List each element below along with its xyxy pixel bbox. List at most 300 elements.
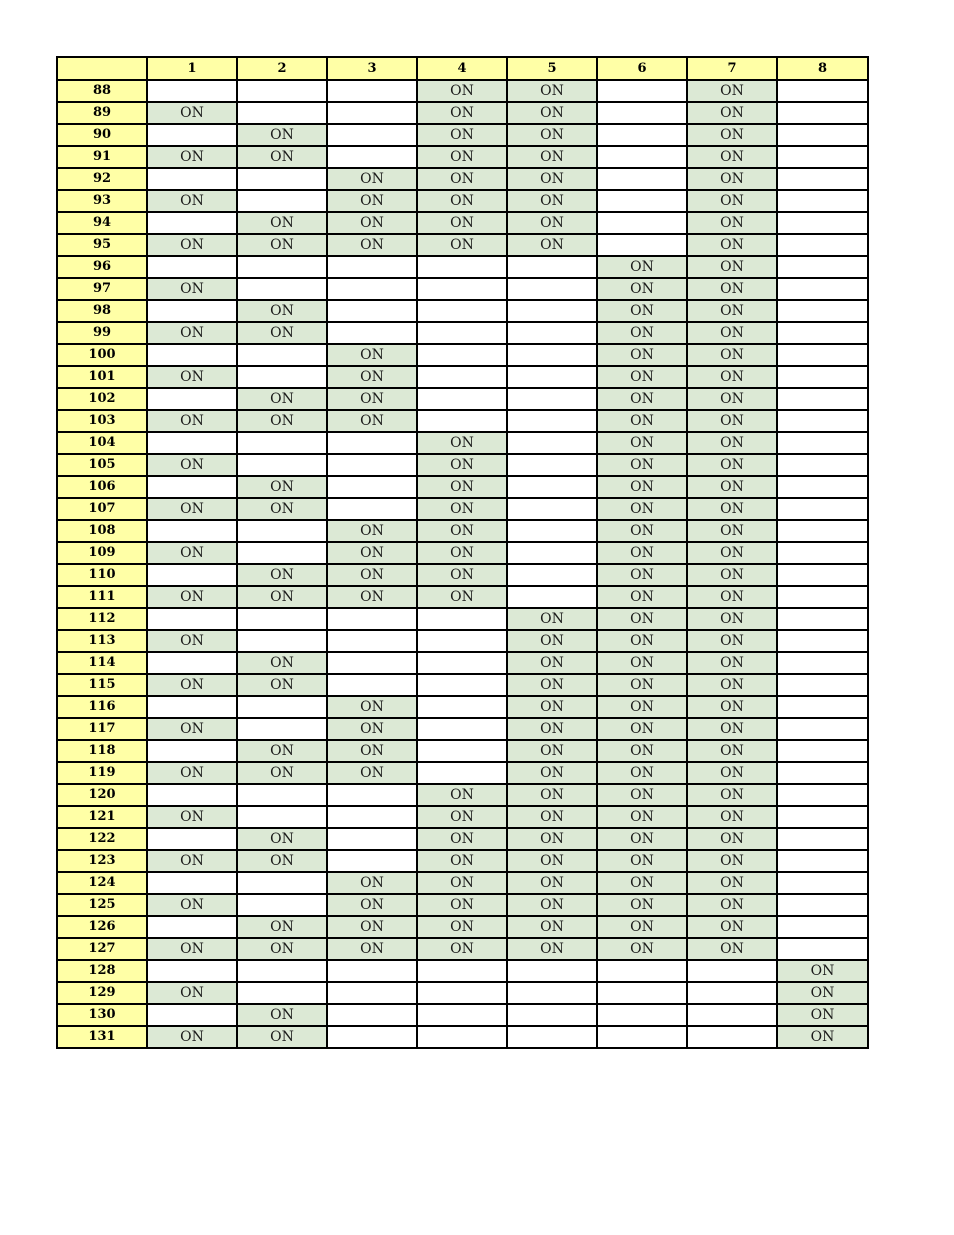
- switch-cell: ON: [237, 410, 327, 432]
- row-header: 94: [57, 212, 147, 234]
- table-row: [57, 542, 868, 564]
- switch-cell: ON: [507, 168, 597, 190]
- switch-cell: [777, 696, 868, 718]
- switch-cell: [507, 520, 597, 542]
- table-row: [57, 124, 868, 146]
- switch-cell: ON: [327, 564, 417, 586]
- switch-cell: ON: [687, 696, 777, 718]
- table-row: [57, 872, 868, 894]
- switch-cell: ON: [777, 982, 868, 1004]
- switch-cell: ON: [237, 652, 327, 674]
- switch-cell: ON: [507, 916, 597, 938]
- switch-cell: ON: [507, 762, 597, 784]
- switch-cell: ON: [417, 168, 507, 190]
- table-row: [57, 916, 868, 938]
- switch-cell: [597, 982, 687, 1004]
- switch-cell: [507, 366, 597, 388]
- switch-cell: ON: [687, 630, 777, 652]
- switch-cell: [597, 212, 687, 234]
- row-header: 120: [57, 784, 147, 806]
- switch-cell: ON: [147, 982, 237, 1004]
- switch-cell: ON: [417, 586, 507, 608]
- row-header: 126: [57, 916, 147, 938]
- table-row: [57, 234, 868, 256]
- switch-cell: [777, 212, 868, 234]
- table-row: [57, 476, 868, 498]
- switch-cell: ON: [147, 718, 237, 740]
- switch-cell: [777, 806, 868, 828]
- switch-cell: [597, 1004, 687, 1026]
- row-header: 102: [57, 388, 147, 410]
- switch-cell: ON: [507, 784, 597, 806]
- switch-cell: ON: [597, 586, 687, 608]
- switch-cell: ON: [597, 740, 687, 762]
- switch-cell: [327, 432, 417, 454]
- switch-cell: ON: [327, 740, 417, 762]
- table-row: [57, 960, 868, 982]
- switch-cell: ON: [327, 718, 417, 740]
- switch-cell: [417, 652, 507, 674]
- table-row: [57, 630, 868, 652]
- switch-cell: [237, 102, 327, 124]
- switch-cell: ON: [237, 322, 327, 344]
- switch-cell: [417, 322, 507, 344]
- switch-cell: [147, 344, 237, 366]
- switch-cell: [327, 476, 417, 498]
- switch-cell: ON: [147, 234, 237, 256]
- switch-cell: ON: [687, 520, 777, 542]
- switch-cell: [327, 960, 417, 982]
- table-row: [57, 102, 868, 124]
- table-row: [57, 850, 868, 872]
- row-header: 131: [57, 1026, 147, 1048]
- switch-cell: ON: [327, 234, 417, 256]
- table-row: [57, 696, 868, 718]
- switch-cell: [777, 168, 868, 190]
- switch-cell: [237, 894, 327, 916]
- switch-cell: ON: [687, 674, 777, 696]
- switch-cell: ON: [147, 102, 237, 124]
- switch-cell: [507, 564, 597, 586]
- corner-cell: [57, 57, 147, 80]
- switch-cell: ON: [237, 762, 327, 784]
- switch-cell: [147, 784, 237, 806]
- switch-cell: [147, 608, 237, 630]
- switch-cell: ON: [147, 190, 237, 212]
- row-header: 95: [57, 234, 147, 256]
- row-header: 105: [57, 454, 147, 476]
- switch-cell: ON: [507, 674, 597, 696]
- switch-cell: [237, 718, 327, 740]
- switch-cell: ON: [597, 454, 687, 476]
- row-header: 113: [57, 630, 147, 652]
- column-header: 5: [507, 57, 597, 80]
- switch-cell: [417, 674, 507, 696]
- switch-cell: [597, 1026, 687, 1048]
- row-header: 118: [57, 740, 147, 762]
- switch-cell: ON: [597, 938, 687, 960]
- switch-cell: [237, 366, 327, 388]
- switch-cell: ON: [147, 542, 237, 564]
- switch-cell: ON: [687, 410, 777, 432]
- switch-cell: [147, 80, 237, 102]
- switch-cell: ON: [687, 80, 777, 102]
- switch-cell: [507, 388, 597, 410]
- switch-cell: [417, 344, 507, 366]
- table-row: [57, 806, 868, 828]
- row-header: 123: [57, 850, 147, 872]
- switch-cell: [777, 520, 868, 542]
- switch-cell: [597, 234, 687, 256]
- switch-cell: ON: [687, 740, 777, 762]
- switch-cell: ON: [507, 630, 597, 652]
- table-row: [57, 388, 868, 410]
- switch-cell: [777, 234, 868, 256]
- switch-cell: [417, 1004, 507, 1026]
- switch-cell: [417, 630, 507, 652]
- row-header: 127: [57, 938, 147, 960]
- row-header: 124: [57, 872, 147, 894]
- switch-cell: ON: [417, 102, 507, 124]
- switch-cell: [777, 344, 868, 366]
- switch-cell: [777, 784, 868, 806]
- switch-cell: [327, 828, 417, 850]
- row-header: 109: [57, 542, 147, 564]
- switch-cell: ON: [687, 388, 777, 410]
- switch-cell: [327, 1004, 417, 1026]
- column-header: 6: [597, 57, 687, 80]
- switch-cell: ON: [597, 696, 687, 718]
- table-row: [57, 454, 868, 476]
- switch-cell: ON: [417, 80, 507, 102]
- table-row: [57, 740, 868, 762]
- row-header: 97: [57, 278, 147, 300]
- switch-cell: ON: [687, 234, 777, 256]
- switch-cell: ON: [597, 652, 687, 674]
- table-row: [57, 608, 868, 630]
- switch-cell: [417, 366, 507, 388]
- switch-cell: ON: [417, 454, 507, 476]
- switch-cell: ON: [147, 850, 237, 872]
- switch-cell: [777, 542, 868, 564]
- switch-cell: ON: [417, 234, 507, 256]
- switch-cell: [777, 278, 868, 300]
- switch-cell: [147, 916, 237, 938]
- switch-cell: ON: [597, 498, 687, 520]
- switch-cell: [777, 762, 868, 784]
- switch-cell: ON: [147, 454, 237, 476]
- switch-cell: [237, 454, 327, 476]
- switch-cell: ON: [597, 388, 687, 410]
- switch-cell: [777, 102, 868, 124]
- header-row: [57, 57, 868, 80]
- switch-cell: [507, 322, 597, 344]
- switch-cell: [237, 630, 327, 652]
- column-header: 3: [327, 57, 417, 80]
- switch-cell: ON: [597, 674, 687, 696]
- switch-cell: ON: [687, 322, 777, 344]
- switch-cell: ON: [327, 762, 417, 784]
- switch-cell: ON: [687, 872, 777, 894]
- switch-cell: [777, 828, 868, 850]
- switch-cell: ON: [327, 410, 417, 432]
- switch-cell: [327, 124, 417, 146]
- switch-cell: [777, 124, 868, 146]
- switch-cell: [327, 498, 417, 520]
- switch-cell: ON: [417, 894, 507, 916]
- switch-cell: ON: [687, 586, 777, 608]
- switch-cell: ON: [147, 806, 237, 828]
- switch-cell: ON: [417, 564, 507, 586]
- switch-cell: ON: [777, 960, 868, 982]
- switch-cell: ON: [597, 432, 687, 454]
- switch-cell: [237, 696, 327, 718]
- table-row: [57, 1026, 868, 1048]
- switch-cell: [147, 256, 237, 278]
- switch-cell: ON: [417, 146, 507, 168]
- switch-cell: ON: [507, 652, 597, 674]
- switch-cell: [237, 806, 327, 828]
- switch-cell: ON: [597, 278, 687, 300]
- row-header: 119: [57, 762, 147, 784]
- switch-cell: [777, 652, 868, 674]
- switch-cell: ON: [687, 146, 777, 168]
- switch-cell: ON: [687, 476, 777, 498]
- switch-cell: [597, 190, 687, 212]
- switch-cell: [417, 388, 507, 410]
- switch-cell: [147, 652, 237, 674]
- switch-cell: ON: [507, 608, 597, 630]
- switch-cell: [237, 784, 327, 806]
- row-header: 116: [57, 696, 147, 718]
- switch-cell: ON: [507, 124, 597, 146]
- table-row: [57, 894, 868, 916]
- switch-cell: [237, 80, 327, 102]
- switch-cell: [507, 960, 597, 982]
- switch-cell: [777, 564, 868, 586]
- switch-cell: ON: [507, 190, 597, 212]
- switch-cell: ON: [687, 498, 777, 520]
- switch-cell: ON: [687, 806, 777, 828]
- switch-cell: ON: [597, 542, 687, 564]
- switch-cell: ON: [507, 234, 597, 256]
- table-row: [57, 586, 868, 608]
- switch-cell: ON: [327, 586, 417, 608]
- switch-cell: [417, 1026, 507, 1048]
- switch-cell: ON: [597, 806, 687, 828]
- switch-cell: [237, 872, 327, 894]
- switch-cell: ON: [597, 520, 687, 542]
- switch-cell: [507, 344, 597, 366]
- switch-cell: [237, 960, 327, 982]
- column-header: 4: [417, 57, 507, 80]
- switch-cell: ON: [417, 938, 507, 960]
- switch-cell: ON: [147, 674, 237, 696]
- switch-cell: [237, 190, 327, 212]
- switch-cell: [777, 300, 868, 322]
- switch-cell: [147, 1004, 237, 1026]
- switch-cell: [507, 1004, 597, 1026]
- switch-cell: ON: [237, 740, 327, 762]
- switch-cell: ON: [147, 366, 237, 388]
- switch-cell: ON: [237, 564, 327, 586]
- switch-cell: ON: [507, 102, 597, 124]
- column-header: 7: [687, 57, 777, 80]
- switch-cell: ON: [417, 498, 507, 520]
- row-header: 106: [57, 476, 147, 498]
- row-header: 99: [57, 322, 147, 344]
- switch-cell: [417, 718, 507, 740]
- table-row: [57, 718, 868, 740]
- switch-cell: ON: [327, 938, 417, 960]
- switch-cell: [327, 256, 417, 278]
- table-row: [57, 146, 868, 168]
- switch-cell: [777, 80, 868, 102]
- switch-cell: ON: [687, 212, 777, 234]
- switch-cell: ON: [687, 300, 777, 322]
- switch-cell: ON: [687, 124, 777, 146]
- switch-cell: ON: [687, 344, 777, 366]
- switch-cell: ON: [597, 410, 687, 432]
- column-header: 2: [237, 57, 327, 80]
- table-row: [57, 674, 868, 696]
- switch-cell: ON: [507, 872, 597, 894]
- table-row: [57, 366, 868, 388]
- switch-cell: [597, 80, 687, 102]
- row-header: 103: [57, 410, 147, 432]
- row-header: 93: [57, 190, 147, 212]
- switch-cell: [777, 476, 868, 498]
- row-header: 108: [57, 520, 147, 542]
- switch-cell: [777, 850, 868, 872]
- row-header: 91: [57, 146, 147, 168]
- row-header: 92: [57, 168, 147, 190]
- switch-cell: ON: [237, 938, 327, 960]
- table-row: [57, 762, 868, 784]
- switch-cell: [327, 674, 417, 696]
- row-header: 128: [57, 960, 147, 982]
- switch-cell: ON: [597, 300, 687, 322]
- switch-cell: ON: [507, 718, 597, 740]
- switch-cell: [417, 300, 507, 322]
- switch-cell: ON: [237, 234, 327, 256]
- switch-cell: ON: [237, 498, 327, 520]
- switch-cell: [327, 850, 417, 872]
- switch-cell: ON: [597, 718, 687, 740]
- switch-table: [56, 56, 869, 1049]
- table-row: [57, 256, 868, 278]
- row-header: 88: [57, 80, 147, 102]
- switch-cell: [777, 872, 868, 894]
- table-row: [57, 344, 868, 366]
- switch-cell: ON: [237, 1026, 327, 1048]
- switch-cell: [147, 388, 237, 410]
- switch-cell: ON: [237, 586, 327, 608]
- switch-cell: [417, 278, 507, 300]
- switch-cell: [147, 696, 237, 718]
- switch-cell: ON: [327, 894, 417, 916]
- switch-cell: [327, 454, 417, 476]
- table-row: [57, 828, 868, 850]
- switch-cell: [237, 520, 327, 542]
- row-header: 112: [57, 608, 147, 630]
- switch-cell: ON: [687, 168, 777, 190]
- row-header: 111: [57, 586, 147, 608]
- switch-cell: ON: [327, 366, 417, 388]
- switch-cell: [777, 498, 868, 520]
- switch-cell: ON: [327, 520, 417, 542]
- switch-cell: [327, 146, 417, 168]
- switch-cell: [237, 542, 327, 564]
- switch-cell: ON: [597, 366, 687, 388]
- switch-cell: ON: [417, 872, 507, 894]
- switch-cell: ON: [687, 828, 777, 850]
- switch-cell: ON: [687, 718, 777, 740]
- switch-cell: [417, 696, 507, 718]
- switch-cell: ON: [687, 564, 777, 586]
- switch-cell: ON: [237, 828, 327, 850]
- switch-cell: ON: [507, 80, 597, 102]
- switch-cell: [777, 410, 868, 432]
- table-row: [57, 1004, 868, 1026]
- switch-cell: ON: [507, 938, 597, 960]
- switch-cell: [327, 80, 417, 102]
- switch-cell: ON: [597, 630, 687, 652]
- row-header: 114: [57, 652, 147, 674]
- table-row: [57, 520, 868, 542]
- table-row: [57, 784, 868, 806]
- switch-cell: ON: [147, 894, 237, 916]
- table-body: [57, 80, 868, 1048]
- switch-cell: ON: [687, 938, 777, 960]
- switch-cell: [147, 476, 237, 498]
- switch-cell: ON: [597, 564, 687, 586]
- switch-cell: [777, 938, 868, 960]
- switch-cell: ON: [687, 542, 777, 564]
- switch-cell: [327, 630, 417, 652]
- switch-cell: [597, 146, 687, 168]
- switch-cell: [147, 300, 237, 322]
- switch-cell: [687, 960, 777, 982]
- switch-cell: [777, 146, 868, 168]
- switch-cell: [327, 1026, 417, 1048]
- row-header: 98: [57, 300, 147, 322]
- table-row: [57, 168, 868, 190]
- switch-cell: [777, 740, 868, 762]
- row-header: 104: [57, 432, 147, 454]
- switch-cell: [507, 410, 597, 432]
- switch-cell: [147, 828, 237, 850]
- switch-cell: ON: [417, 916, 507, 938]
- switch-cell: [417, 740, 507, 762]
- switch-cell: [777, 586, 868, 608]
- switch-cell: ON: [777, 1026, 868, 1048]
- switch-cell: ON: [687, 894, 777, 916]
- switch-cell: ON: [237, 916, 327, 938]
- switch-cell: ON: [417, 784, 507, 806]
- switch-cell: ON: [147, 278, 237, 300]
- switch-cell: ON: [147, 762, 237, 784]
- row-header: 115: [57, 674, 147, 696]
- switch-cell: ON: [597, 608, 687, 630]
- row-header: 110: [57, 564, 147, 586]
- switch-cell: ON: [237, 674, 327, 696]
- switch-cell: [327, 652, 417, 674]
- switch-cell: ON: [507, 696, 597, 718]
- switch-cell: ON: [237, 476, 327, 498]
- switch-cell: [417, 762, 507, 784]
- switch-cell: [507, 256, 597, 278]
